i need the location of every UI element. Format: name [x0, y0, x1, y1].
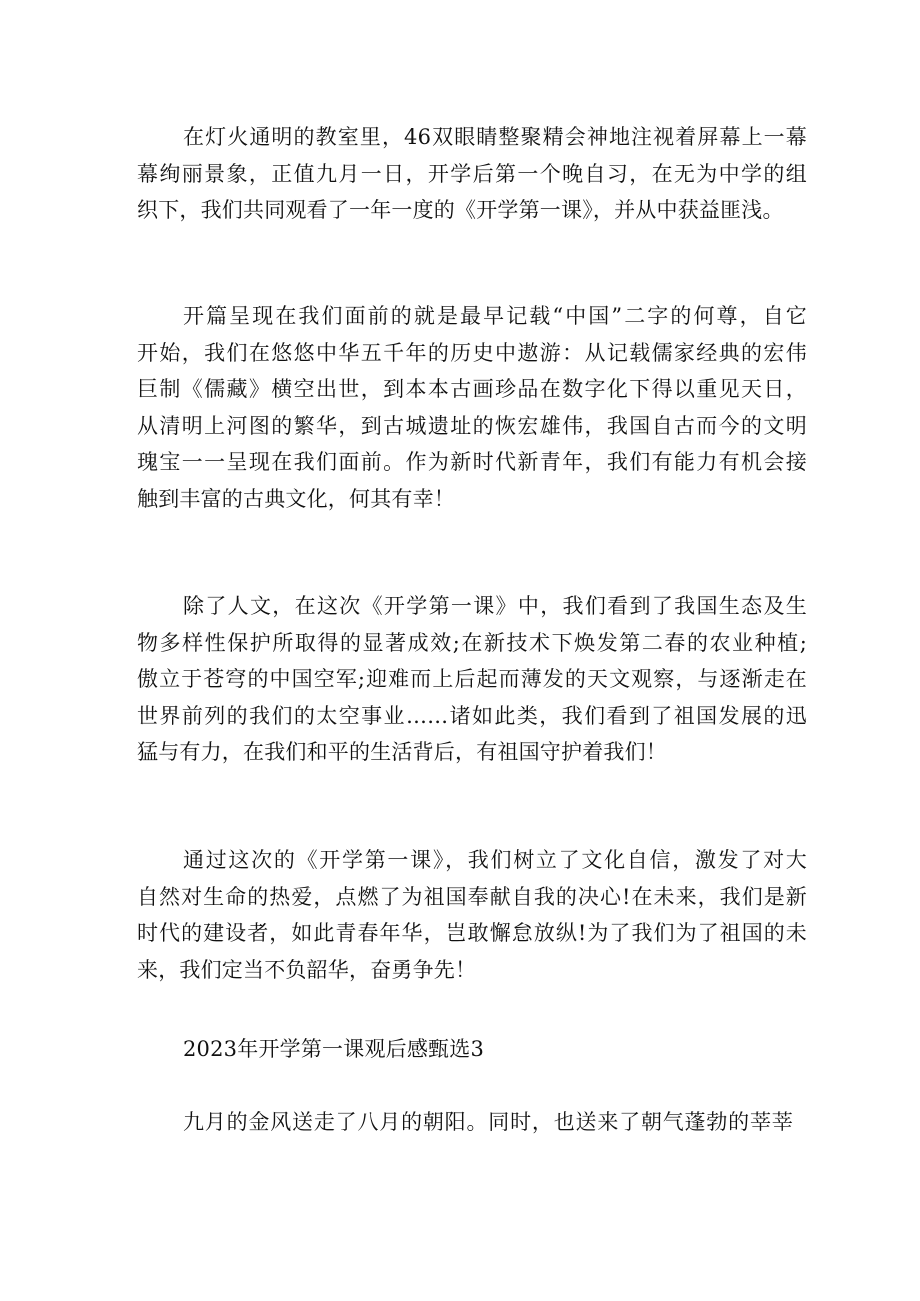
paragraph-4	[137, 842, 807, 988]
paragraph-3	[137, 588, 807, 771]
closing-line: 九月的金风送走了八月的朝阳。同时，也送来了朝气蓬勃的莘莘	[183, 1110, 793, 1134]
paragraph-line: 织下，我们共同观看了一年一度的《开学第一课》，并从中获益匪浅。	[137, 198, 784, 222]
paragraph-line: 来，我们定当不负韶华，奋勇争先！	[137, 957, 477, 982]
paragraph-line: 除了人文，在这次《开学第一课》中，我们看到了我国生态及生	[183, 594, 807, 618]
paragraph-line: 幕绚丽景象，正值九月一日，开学后第一个晚自习，在无为中学的组	[137, 161, 807, 186]
section-heading: 2023年开学第一课观后感甄选3	[183, 1037, 485, 1061]
paragraph-line: 物多样性保护所取得的显著成效;在新技术下焕发第二春的农业种植;	[137, 630, 807, 655]
paragraph-2	[137, 298, 807, 517]
paragraph-line: 傲立于苍穹的中国空军;迎难而上后起而薄发的天文观察，与逐渐走在	[137, 667, 807, 691]
paragraph-line: 瑰宝一一呈现在我们面前。作为新时代新青年，我们有能力有机会接	[137, 450, 807, 474]
paragraph-1	[137, 119, 807, 229]
paragraph-line: 从清明上河图的繁华，到古城遗址的恢宏雄伟，我国自古而今的文明	[137, 413, 807, 438]
paragraph-line: 世界前列的我们的太空事业……诸如此类，我们看到了祖国发展的迅	[137, 703, 807, 728]
paragraph-line: 通过这次的《开学第一课》，我们树立了文化自信，激发了对大	[183, 848, 807, 872]
paragraph-line: 巨制《儒藏》横空出世，到本本古画珍品在数字化下得以重见天日，	[137, 377, 807, 401]
paragraph-line: 自然对生命的热爱，点燃了为祖国奉献自我的决心!在未来，我们是新	[137, 884, 807, 909]
paragraph-line: 触到丰富的古典文化，何其有幸！	[137, 486, 455, 511]
paragraph-line: 时代的建设者，如此青春年华，岂敢懈怠放纵!为了我们为了祖国的未	[137, 921, 807, 945]
paragraph-line: 猛与有力，在我们和平的生活背后，有祖国守护着我们！	[137, 740, 667, 764]
paragraph-line: 开篇呈现在我们面前的就是最早记载“中国”二字的何尊，自它	[183, 304, 807, 328]
paragraph-line: 开始，我们在悠悠中华五千年的历史中遨游：从记载儒家经典的宏伟	[137, 340, 807, 365]
paragraph-line: 在灯火通明的教室里，46双眼睛整聚精会神地注视着屏幕上一幕	[183, 125, 807, 149]
